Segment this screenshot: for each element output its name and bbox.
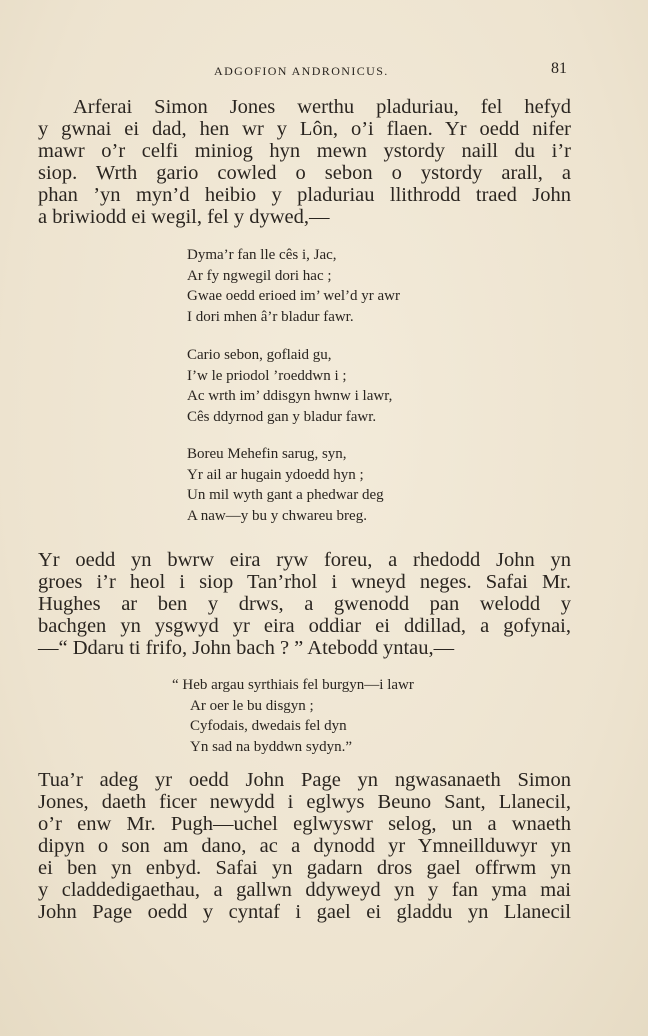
text-line: mawr o’r celfi miniog hyn mewn ystordy naill du i’r — [38, 140, 571, 162]
verse-stanza-3 — [187, 444, 384, 526]
verse-line: Boreu Mehefin sarug, syn, — [187, 446, 347, 462]
text-line: ei ben yn enbyd. Safai yn gadarn dros gael offrwm yn — [38, 857, 571, 879]
running-title: ADGOFION ANDRONICUS. — [214, 64, 389, 78]
running-head — [0, 60, 648, 82]
text-line: —“ Ddaru ti frifo, John bach ? ” Atebodd yntau,— — [38, 637, 455, 659]
text-line: bachgen yn ysgwyd yr eira oddiar ei ddillad, a gofynai, — [38, 615, 571, 637]
verse-line: Ac wrth im’ ddisgyn hwnw i lawr, — [187, 388, 393, 404]
verse-line: A naw—y bu y chwareu breg. — [187, 507, 367, 524]
verse-stanza-1 — [187, 245, 400, 327]
verse-line: Cyfodais, dwedais fel dyn — [190, 718, 347, 734]
text-line: y claddedigaethau, a gallwn ddyweyd yn y fan yma mai — [38, 879, 571, 901]
verse-line: Gwae oedd erioed im’ wel’d yr awr — [187, 288, 400, 304]
verse-line: Un mil wyth gant a phedwar deg — [187, 487, 384, 503]
verse-line: I’w le priodol ’roeddwn i ; — [187, 367, 347, 384]
text-line: dipyn o son am dano, ac a dynodd yr Ymneillduwyr yn — [38, 835, 571, 857]
verse-stanza-2 — [187, 345, 392, 427]
verse-line: Yn sad na byddwn sydyn.” — [190, 738, 353, 755]
verse-line: Ar fy ngwegil dori hac ; — [187, 267, 332, 284]
text-line: Hughes ar ben y drws, a gwenodd pan welodd y — [38, 593, 571, 615]
verse-line: Yr ail ar hugain ydoedd hyn ; — [187, 466, 364, 483]
text-line: Tua’r adeg yr oedd John Page yn ngwasanaeth Simon — [38, 769, 571, 791]
text-line: siop. Wrth gario cowled o sebon o ystordy arall, a — [38, 162, 571, 184]
paragraph-2 — [38, 549, 571, 659]
text-line: y gwnai ei dad, hen wr y Lôn, o’i flaen. Yr oedd nifer — [38, 118, 571, 140]
verse-line: Cario sebon, goflaid gu, — [187, 347, 332, 363]
text-line: Yr oedd yn bwrw eira ryw foreu, a rhedodd John yn — [38, 549, 571, 571]
text-line: Arferai Simon Jones werthu pladuriau, fel hefyd — [73, 96, 571, 118]
verse-line: Dyma’r fan lle cês i, Jac, — [187, 247, 337, 263]
verse-line: Cês ddyrnod gan y bladur fawr. — [187, 408, 377, 425]
paragraph-3 — [38, 769, 571, 923]
text-line: John Page oedd y cyntaf i gael ei gladdu yn Llanecil — [38, 901, 571, 923]
text-line: groes i’r heol i siop Tan’rhol i wneyd neges. Safai Mr. — [38, 571, 571, 593]
verse-englyn — [172, 675, 414, 757]
text-line: phan ’yn myn’d heibio y pladuriau llithrodd traed John — [38, 184, 571, 206]
text-line: a briwiodd ei wegil, fel y dywed,— — [38, 206, 330, 228]
verse-line: “ Heb argau syrthiais fel burgyn—i lawr — [172, 677, 414, 693]
page-number: 81 — [551, 60, 567, 77]
verse-line: I dori mhen â’r bladur fawr. — [187, 308, 354, 325]
paragraph-1 — [38, 96, 571, 228]
text-line: Jones, daeth ficer newydd i eglwys Beuno Sant, Llanecil, — [38, 791, 571, 813]
text-line: o’r enw Mr. Pugh—uchel eglwyswr selog, un a wnaeth — [38, 813, 571, 835]
verse-line: Ar oer le bu disgyn ; — [190, 697, 314, 714]
